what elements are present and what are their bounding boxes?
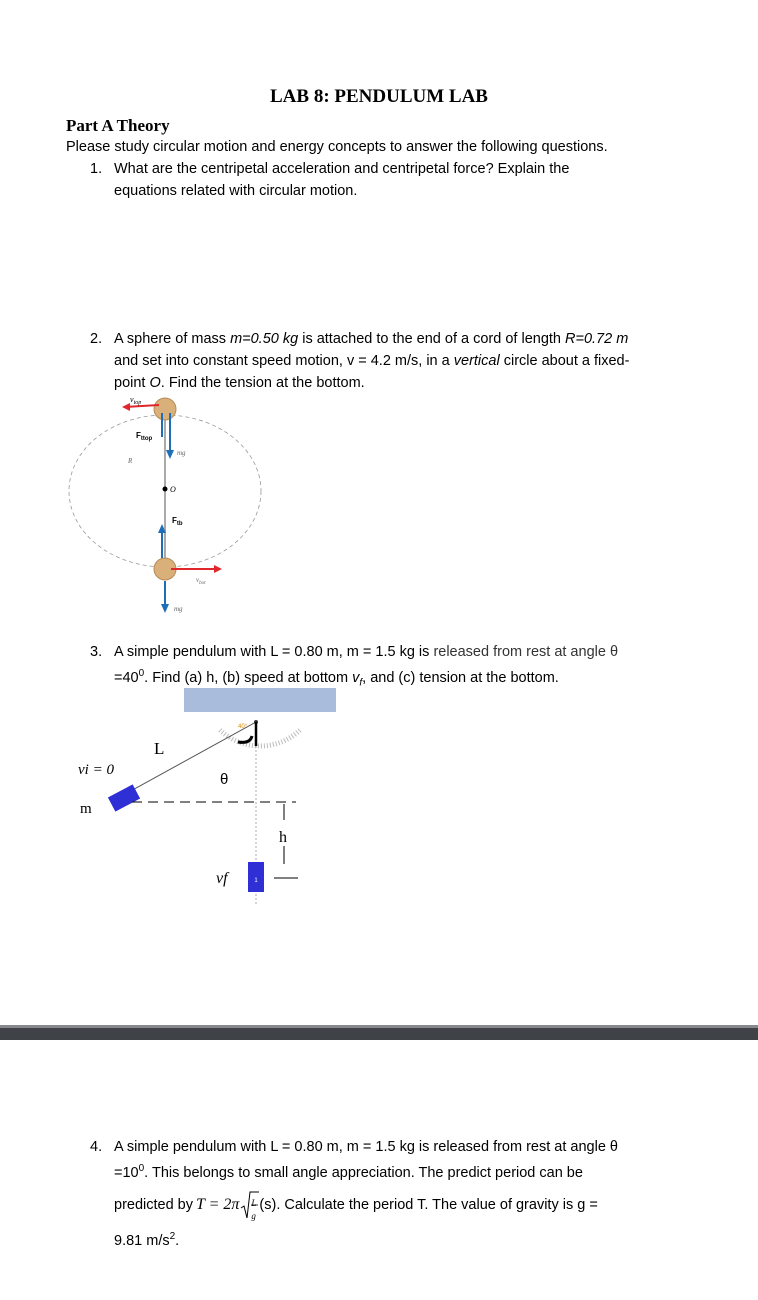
- theta-label: θ: [220, 771, 229, 788]
- r-label: R: [128, 457, 133, 465]
- question-number: 1.: [90, 161, 103, 177]
- sqrt-symbol: [239, 1190, 259, 1220]
- angle-tag: 40°: [238, 724, 248, 730]
- mg-top-label: mg: [177, 449, 186, 457]
- question-text-line: A sphere of mass m=0.50 kg is attached to the end of a cord of length R=0.72 m: [114, 331, 629, 347]
- v-bot-arrowhead: [214, 565, 222, 573]
- intro-text: Please study circular motion and energy concepts to answer the following questions.: [66, 139, 608, 155]
- page-title: LAB 8: PENDULUM LAB: [270, 86, 488, 107]
- question-1: [90, 158, 730, 202]
- question-number: 3.: [90, 644, 103, 660]
- part-heading: Part A Theory: [66, 116, 170, 135]
- question-4: [90, 1136, 740, 1252]
- mg-top-arrowhead: [166, 450, 174, 459]
- protractor-arc: [220, 730, 300, 746]
- l-label: L: [154, 739, 165, 758]
- formula-numerator: L: [251, 1197, 257, 1208]
- ceiling-bar: [184, 688, 336, 712]
- vi-label: vi = 0: [78, 762, 114, 778]
- pivot-point: [163, 487, 168, 492]
- h-label: h: [279, 829, 287, 846]
- f-ttop-label: $F_{ttop}$: [136, 431, 153, 442]
- question-number: 2.: [90, 331, 103, 347]
- question-text-line: 9.81 $m/s^2$.: [114, 1230, 180, 1249]
- question-text-line: What are the centripetal acceleration and centripetal force? Explain the: [114, 161, 570, 177]
- question-text-line: and set into constant speed motion, v = 4.2 m/s, in a vertical circle about a fixed-: [114, 353, 630, 369]
- o-label: O: [170, 485, 176, 494]
- bob-bottom: [248, 862, 264, 892]
- sphere-top: [154, 398, 176, 420]
- question-text-line: A simple pendulum with L = 0.80 m, m = 1.5 kg is released from rest at angle θ: [114, 644, 619, 660]
- v-top-arrowhead: [122, 403, 130, 411]
- question-text-line: A simple pendulum with L = 0.80 m, m = 1.5 kg is released from rest at angle θ: [114, 1139, 618, 1155]
- question-text-line: equations related with circular motion.: [114, 183, 358, 199]
- pendulum-string: [118, 722, 256, 798]
- vertical-circle-diagram: [60, 393, 280, 623]
- question-text-line: point O. Find the tension at the bottom.: [114, 375, 365, 391]
- bob-number: 1: [254, 878, 258, 884]
- formula-denominator: g: [251, 1210, 256, 1221]
- question-number: 4.: [90, 1139, 103, 1155]
- mg-bottom-arrowhead: [161, 604, 169, 613]
- vf-label: vf: [216, 870, 228, 887]
- angle-marker: [238, 736, 252, 742]
- f-tb-label: $F_{tb}$: [172, 516, 183, 527]
- v-bot-label: $v_{bot}$: [196, 576, 206, 586]
- pendulum-diagram: [70, 686, 350, 926]
- mg-bottom-label: mg: [174, 605, 183, 613]
- page-divider-highlight: [0, 1025, 758, 1028]
- question-text-line: $=10^0$. This belongs to small angle appreciation. The predict period can be: [114, 1163, 583, 1181]
- question-text-line: $=40^0$. Find (a) h, (b) speed at bottom $v_f$, and (c) tension at the bottom.: [114, 668, 559, 689]
- question-text-line: predicted by T = 2π L g (s). Calculate the period T. The value of gravity is g =: [114, 1190, 740, 1220]
- question-2: [90, 328, 730, 394]
- m-label: m: [80, 801, 92, 817]
- v-top-label: $v_{top}$: [130, 395, 142, 406]
- formula-lhs: T = 2π: [196, 1195, 240, 1213]
